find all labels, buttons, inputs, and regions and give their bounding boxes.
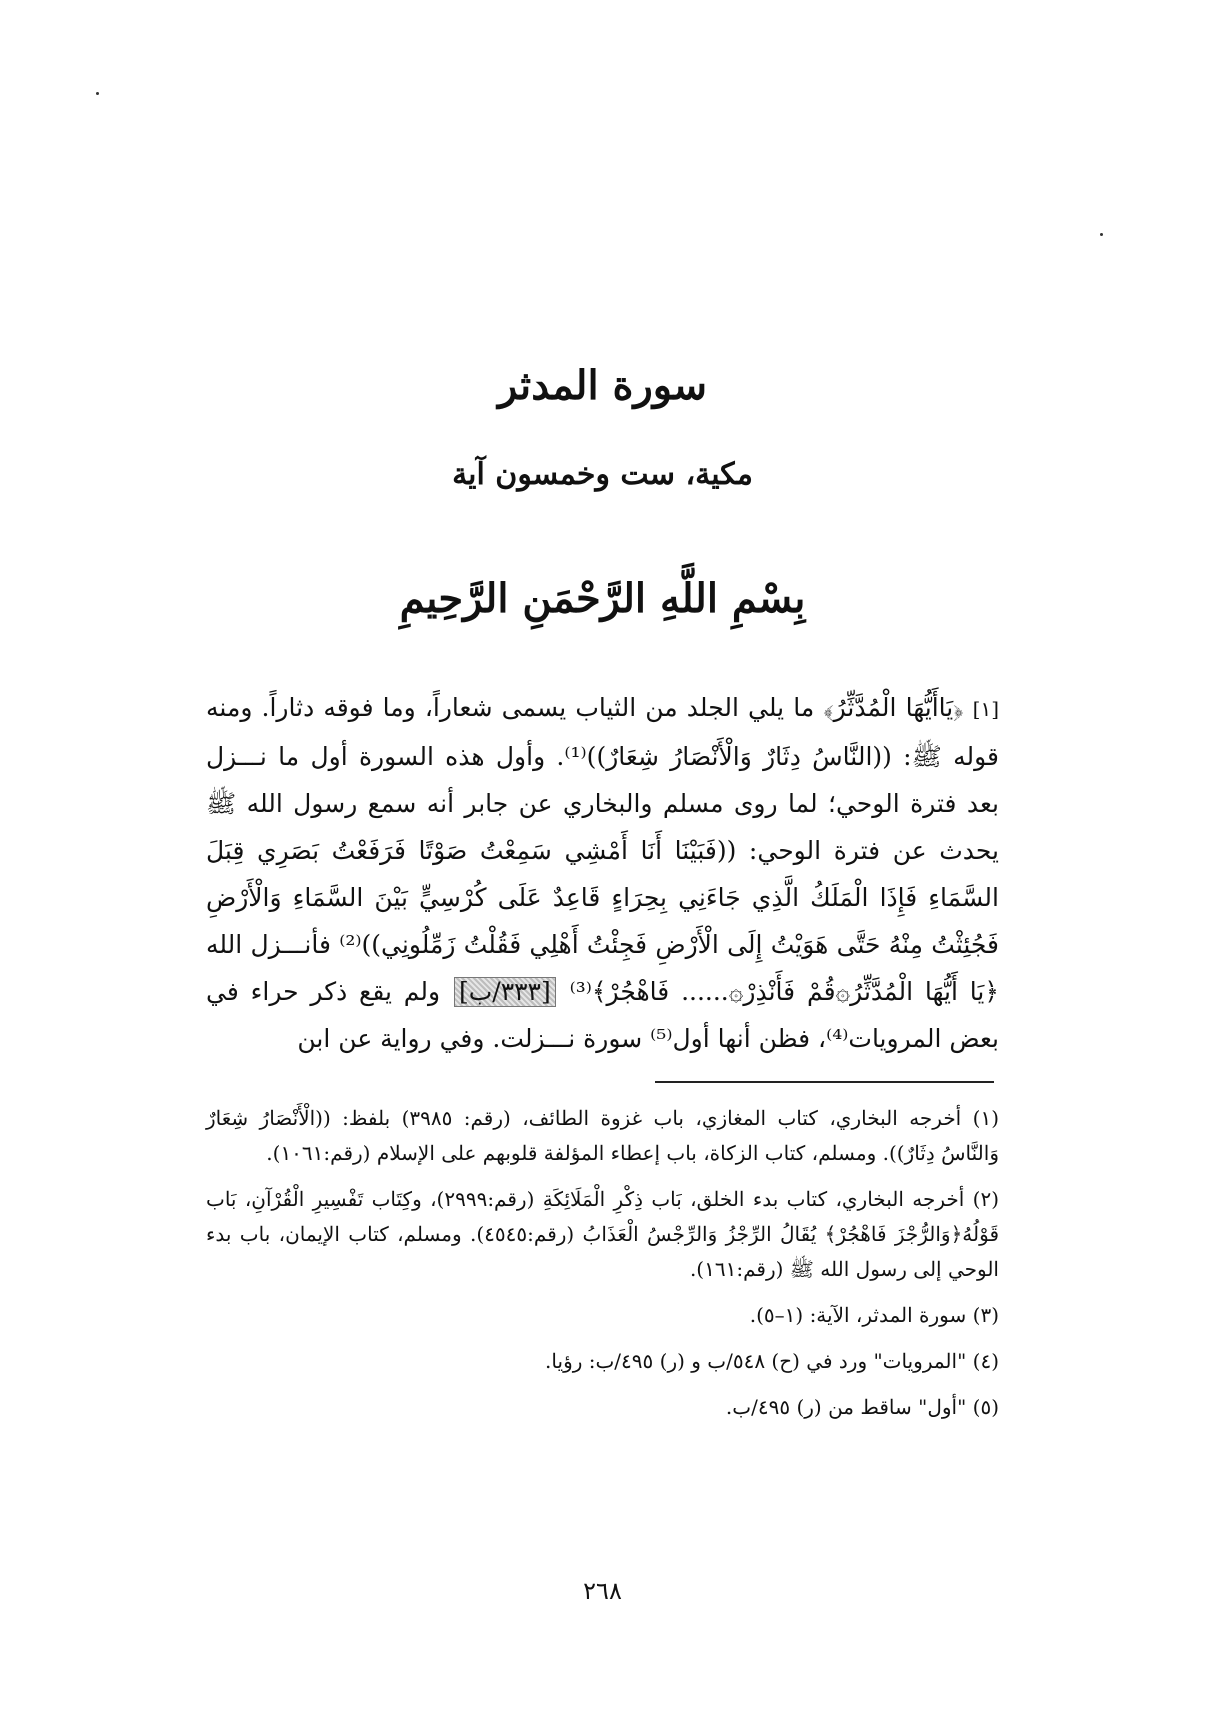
main-paragraph <box>206 684 999 1062</box>
surah-title: سورة المدثر <box>497 362 707 409</box>
footnote-2: (٢) أخرجه البخاري، كتاب بدء الخلق، بَاب ذِكْرِ الْمَلَائِكَةِ (رقم:٢٩٩٩)، وكِتَاب تَفْسِيرِ الْقُرْآنِ، بَاب قَوْلُهُ﴿وَالرُّجْزَ فَاهْجُرْ﴾ يُقَالُ الرِّجْزُ وَالرِّجْسُ الْعَذَابُ (رقم:٤٥٤٥). ومسلم، كتاب الإيمان، باب بدء الوحي إلى رسول الله ﷺ (رقم:١٦١). <box>206 1187 999 1281</box>
footnote-5: (٥) "أول" ساقط من (ر) ٤٩٥/ب. <box>725 1395 999 1419</box>
footnote-4: (٤) "المرويات" ورد في (ح) ٥٤٨/ب و (ر) ٤٩٥/ب: رؤيا. <box>545 1349 999 1373</box>
footnote-divider <box>655 1081 994 1083</box>
footnote-3: (٣) سورة المدثر، الآية: (١–٥). <box>749 1303 999 1327</box>
footnotes <box>206 1101 999 1436</box>
basmala: بِسْمِ اللَّهِ الرَّحْمَنِ الرَّحِيمِ <box>399 575 806 622</box>
surah-subtitle: مكية، ست وخمسون آية <box>452 457 753 492</box>
verse-number: [١] <box>972 697 1000 721</box>
body-text-part2: ولم يقع ذكر حراء في بعض المرويات⁽⁴⁾، فظن أنها أول⁽⁵⁾ سورة نـــزلت. وفي رواية عن ابن <box>206 977 999 1053</box>
body-text-part1: ﴿يَاأَيُّهَا الْمُدَّثِّرُ﴾ ما يلي الجلد من الثياب يسمى شعاراً، وما فوقه دثاراً. ومنه قوله ﷺ: ((النَّاسُ دِثَارٌ وَالْأَنْصَارُ شِعَارٌ))⁽¹⁾. وأول هذه السورة أول ما نـــزل بعد فترة الوحي؛ لما روى مسلم والبخاري عن جابر أنه سمع رسول الله ﷺ يحدث عن فترة الوحي: ((فَبَيْنَا أَنَا أَمْشِي سَمِعْتُ صَوْتًا فَرَفَعْتُ بَصَرِي قِبَلَ السَّمَاءِ فَإِذَا الْمَلَكُ الَّذِي جَاءَنِي بِحِرَاءٍ قَاعِدٌ عَلَى كُرْسِيٍّ بَيْنَ السَّمَاءِ وَالْأَرْضِ فَجُئِثْتُ مِنْهُ حَتَّى هَوَيْتُ إِلَى الْأَرْضِ فَجِئْتُ أَهْلِي فَقُلْتُ زَمِّلُونِي))⁽²⁾ فأنـــزل الله ﴿يَا أَيُّهَا الْمُدَّثِّرُ۞قُمْ فَأَنْذِرْ۞...... فَاهْجُرْ﴾⁽³⁾ <box>206 693 1000 1006</box>
scan-speck <box>1100 233 1103 236</box>
page-number: ٢٦٨ <box>583 1577 622 1605</box>
manuscript-page-ref: [٣٣٣/ب] <box>454 977 556 1007</box>
scan-speck <box>96 92 99 95</box>
footnote-1: (١) أخرجه البخاري، كتاب المغازي، باب غزوة الطائف، (رقم: ٣٩٨٥) بلفظ: ((الْأَنْصَارُ شِعَارٌ وَالنَّاسُ دِثَارٌ)). ومسلم، كتاب الزكاة، باب إعطاء المؤلفة قلوبهم على الإسلام (رقم:١٠٦١). <box>206 1106 999 1165</box>
